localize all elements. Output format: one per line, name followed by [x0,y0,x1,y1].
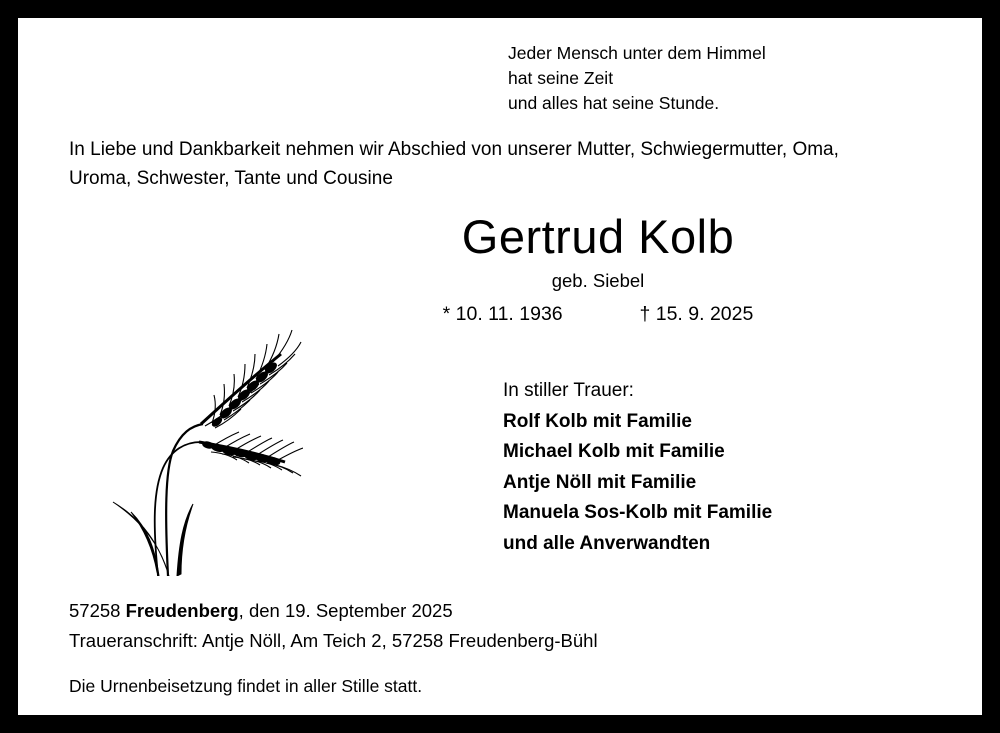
epigraph-line-1: Jeder Mensch unter dem Himmel [508,43,766,63]
condolence-address: Traueranschrift: Antje Nöll, Am Teich 2, 57258 Freudenberg-Bühl [69,630,598,651]
place-date-line [69,596,598,626]
mourners-block [503,376,772,559]
obituary-notice-page [18,18,982,715]
deceased-name-block [288,208,908,329]
mourner-4: Manuela Sos-Kolb mit Familie [503,502,773,523]
mourner-3: Antje Nöll mit Familie [503,471,697,493]
mourner-5: und alle Anverwandten [503,532,711,554]
intro-line-1: In Liebe und Dankbarkeit nehmen wir Abschied von unserer Mutter, Schwiegermutter, Oma, [69,139,839,160]
place-name: Freudenberg [125,600,239,621]
deceased-maiden-name: geb. Siebel [551,270,645,291]
intro-line-2: Uroma, Schwester, Tante und Cousine [69,168,393,189]
deceased-name: Gertrud Kolb [461,210,735,263]
mourning-lead: In stiller Trauer: [503,380,634,401]
epigraph [508,41,766,116]
notice-date: , den 19. September 2025 [238,600,453,621]
footer-block [69,596,598,701]
epigraph-line-3: und alles hat seine Stunde. [508,93,720,113]
intro-paragraph [69,135,969,193]
wheat-stalks-icon [73,276,303,576]
birth-date: * 10. 11. 1936 [442,303,563,325]
mourner-2: Michael Kolb mit Familie [503,441,725,462]
deceased-dates [288,299,908,329]
postal-code: 57258 [69,600,126,621]
epigraph-line-2: hat seine Zeit [508,68,614,88]
death-date: † 15. 9. 2025 [639,303,754,325]
closing-note: Die Urnenbeisetzung findet in aller Stille statt. [69,676,423,696]
mourner-1: Rolf Kolb mit Familie [503,410,692,432]
